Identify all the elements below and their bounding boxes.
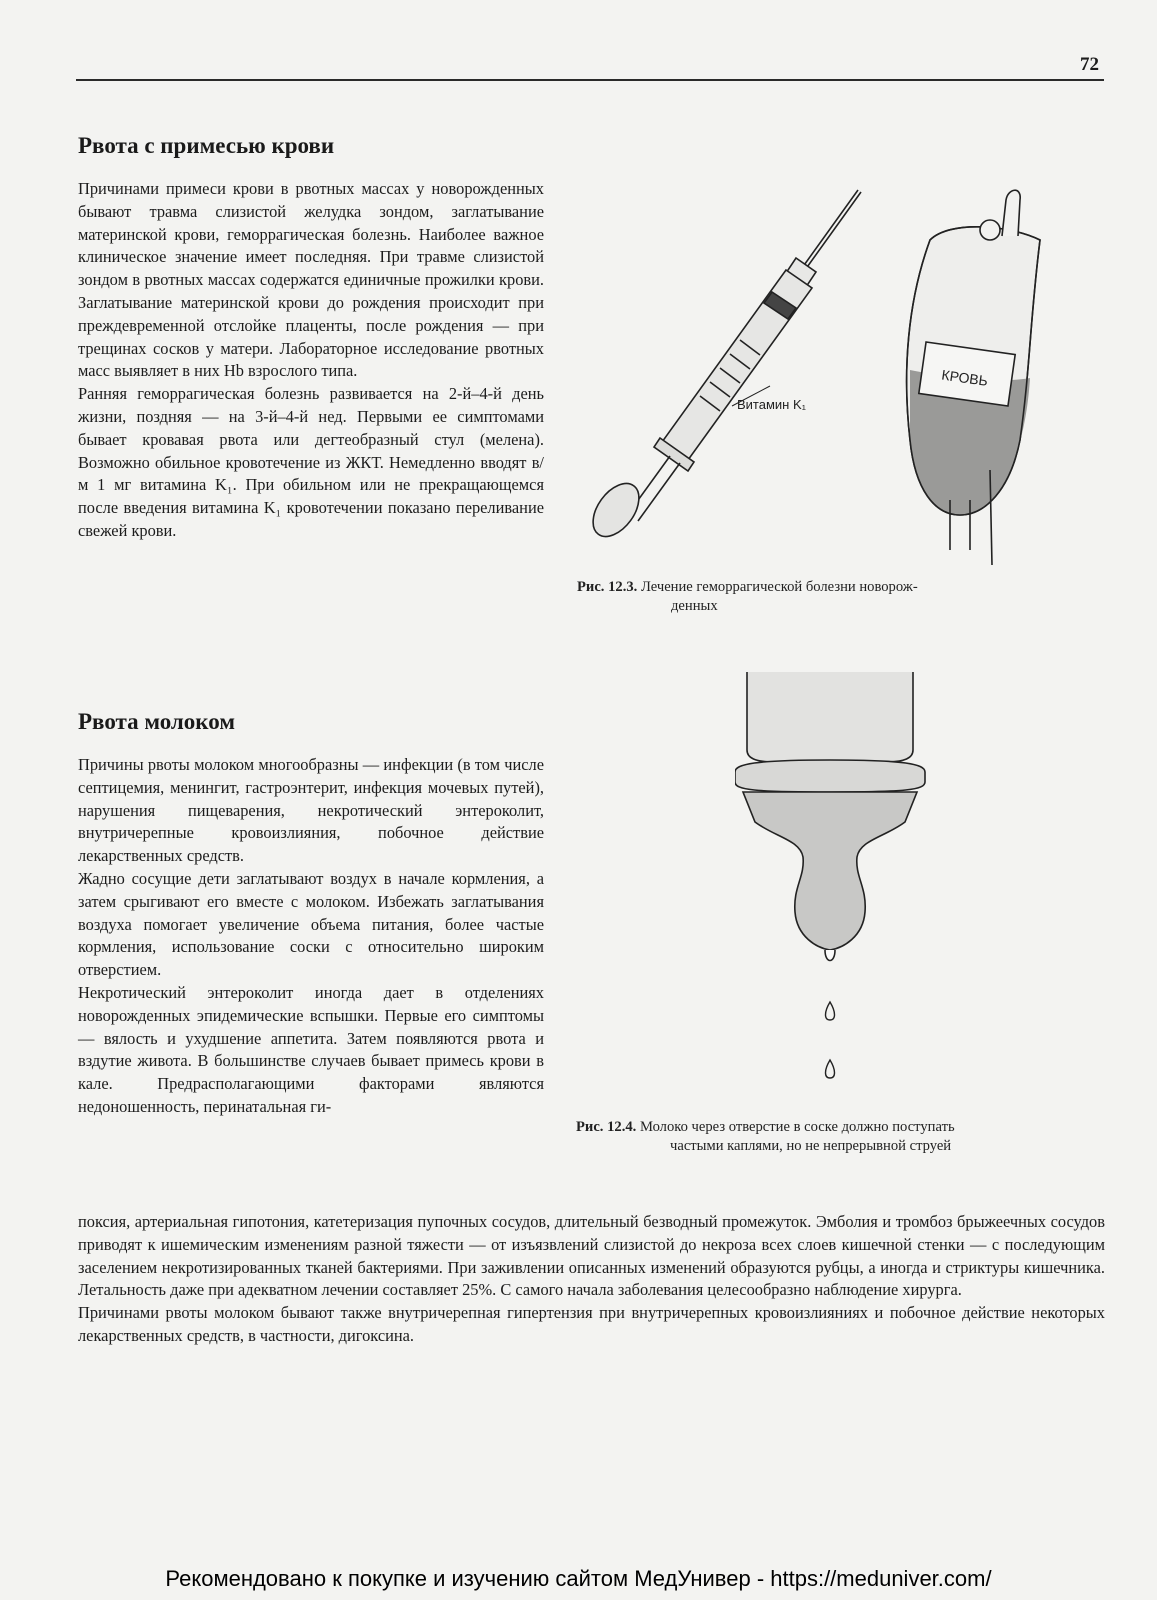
paragraph: Жадно сосущие дети заглатывают воздух в начале кормления, а затем срыгивают его вместе с молоком. Избежать заглатывания воздуха помогает увеличение объема питания, более частые кормления, использование соски с относительно широким отверстием. [78, 868, 544, 980]
milk-drops [826, 1002, 835, 1078]
section-body-blood-vomiting [78, 178, 544, 543]
paragraph: поксия, артериальная гипотония, катетеризация пупочных сосудов, длительный безводный промежуток. Эмболия и тромбоз брыжеечных сосудов приводят к ишемическим изменениям разной тяжести — от изъязвлений слизистой до некроза всех слоев кишечной стенки — с последующим заселением некротизированных тканей бактериями. При заживлении описанных изменений образуются рубцы, а иногда и стриктуры кишечника. Летальность даже при адекватном лечении составляет 25%. С самого начала заболевания целесообразно наблюдение хирурга. [78, 1212, 1105, 1300]
paragraph: Причинами рвоты молоком бывают также внутричерепная гипертензия при внутричерепных кровоизлияниях и побочное действие некоторых лекарственных средств, в частности, дигоксина. [78, 1303, 1105, 1345]
caption-text: частыми каплями, но не непрерывной струей [670, 1138, 952, 1154]
section-body-continuation [78, 1211, 1105, 1348]
header-rule [76, 79, 1104, 81]
caption-text: Молоко через отверстие в соске должно поступать [639, 1119, 955, 1135]
section-title-milk-vomiting: Рвота молоком [78, 709, 235, 734]
syringe-label: Витамин K₁ [737, 397, 807, 412]
bag-label: КРОВЬ [940, 366, 989, 389]
figure-syringe-blood-bag [590, 180, 1080, 565]
caption-text: денных [671, 598, 718, 614]
paragraph: Причины рвоты молоком многообразны — инфекции (в том числе септицемия, менингит, гастроэнтерит, инфекция мочевых путей), нарушения пищеварения, некротический энтероколит, внутричерепные кровоизлияния, побочное действие лекарственных средств. [78, 755, 544, 866]
footer-watermark: Рекомендовано к покупке и изучению сайтом МедУнивер - https://meduniver.com/ [165, 1566, 992, 1591]
figure-label: Рис. 12.4. [576, 1119, 637, 1135]
bottle-illustration [735, 672, 925, 961]
figure-label: Рис. 12.3. [577, 579, 638, 595]
paragraph: Ранняя геморрагическая болезнь развивается на 2-й–4-й день жизни, поздняя — на 3-й–4-й нед. Первыми ее симптомами бывает кровавая рвота или дегтеобразный стул (мелена). Возможно обильное кровотечение из ЖКТ. Немедленно вводят в/м 1 мг витамина K₁. При обильном или не прекращающемся после введения витамина K₁ кровотечении показано переливание свежей крови. [78, 384, 544, 540]
syringe-illustration [590, 190, 861, 545]
paragraph: Причинами примеси крови в рвотных массах у новорожденных бывают травма слизистой желудка зондом, заглатывание материнской крови, геморрагическая болезнь. Наиболее важное клиническое значение имеет последняя. При травме слизистой зондом в рвотных массах содержатся единичные прожилки крови. Заглатывание материнской крови до рождения происходит при преждевременной отслойке плаценты, после рождения — при трещинах сосков у матери. Лабораторное исследование рвотных масс выявляет в них Hb взрослого типа. [78, 179, 544, 381]
section-body-milk-vomiting [78, 754, 544, 1119]
figure-caption-12-3 [577, 578, 1097, 616]
caption-text: Лечение геморрагической болезни новорож- [640, 579, 918, 595]
page-number: 72 [1080, 54, 1099, 75]
figure-caption-12-4 [576, 1118, 1116, 1156]
figure-bottle-drops [735, 672, 935, 1112]
paragraph: Некротический энтероколит иногда дает в отделениях новорожденных эпидемические вспышки. Первые его симптомы — вялость и ухудшение аппетита. Затем появляются рвота и вздутие живота. В большинстве случаев бывает примесь крови в кале. Предрасполагающими факторами являются недоношенность, перинатальная ги- [78, 982, 544, 1116]
section-title-blood-vomiting: Рвота с примесью крови [78, 133, 335, 158]
